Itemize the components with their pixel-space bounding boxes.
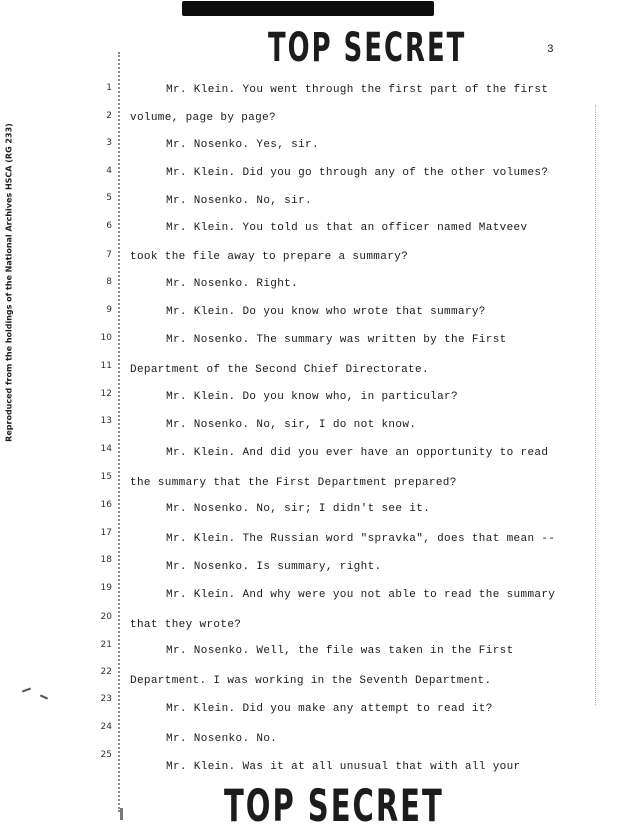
transcript-line: Mr. Klein. And did you ever have an opportunity to read — [166, 447, 549, 459]
transcript-line: Mr. Klein. Do you know who wrote that summary? — [166, 306, 486, 318]
transcript-line: Mr. Klein. You told us that an officer named Matveev — [166, 222, 528, 234]
transcript-line: Mr. Klein. Was it at all unusual that with all your — [166, 761, 521, 773]
line-number: 5 — [106, 193, 112, 203]
transcript-line: Mr. Nosenko. No, sir, I do not know. — [166, 419, 417, 431]
line-number: 22 — [100, 667, 112, 677]
transcript-line: Mr. Nosenko. Right. — [166, 278, 299, 290]
line-number: 16 — [100, 500, 112, 510]
line-number: 25 — [100, 750, 112, 760]
transcript-line: Mr. Nosenko. No. — [166, 733, 278, 745]
page-number: 3 — [547, 44, 554, 56]
transcript-line: volume, page by page? — [130, 112, 276, 124]
line-number: 18 — [100, 555, 112, 565]
line-number: 23 — [100, 694, 112, 704]
line-number: 1 — [106, 83, 112, 93]
transcript-line: the summary that the First Department prepared? — [130, 477, 457, 489]
line-number: 8 — [106, 277, 112, 287]
transcript-line: Department. I was working in the Seventh Department. — [130, 675, 492, 687]
transcript-line: Mr. Nosenko. The summary was written by the First — [166, 334, 507, 346]
transcript-line: Mr. Nosenko. Well, the file was taken in the First — [166, 645, 514, 657]
transcript-line: Department of the Second Chief Directorate. — [130, 364, 429, 376]
transcript-line: Mr. Klein. You went through the first part of the first — [166, 84, 549, 96]
line-number: 15 — [100, 472, 112, 482]
transcript-line: Mr. Nosenko. No, sir; I didn't see it. — [166, 503, 431, 515]
right-margin-rule — [595, 105, 596, 705]
line-number: 2 — [106, 111, 112, 121]
top-secret-stamp-bottom: TOP SECRET — [224, 780, 444, 832]
transcript-line: Mr. Klein. And why were you not able to read the summary — [166, 589, 556, 601]
transcript-line: took the file away to prepare a summary? — [130, 251, 409, 263]
transcript-line: Mr. Klein. Do you know who, in particular? — [166, 391, 458, 403]
line-number: 24 — [100, 722, 112, 732]
transcript-line: that they wrote? — [130, 619, 242, 631]
line-number: 11 — [100, 361, 112, 371]
transcript-line: Mr. Nosenko. Is summary, right. — [166, 561, 382, 573]
line-number: 13 — [100, 416, 112, 426]
transcript-line: Mr. Klein. Did you go through any of the other volumes? — [166, 167, 549, 179]
line-number: 6 — [106, 221, 112, 231]
scan-mark — [120, 808, 123, 820]
line-number: 3 — [106, 138, 112, 148]
line-number: 10 — [100, 333, 112, 343]
line-number: 7 — [106, 250, 112, 260]
line-number: 17 — [100, 528, 112, 538]
scan-mark — [40, 694, 48, 699]
line-number: 14 — [100, 444, 112, 454]
redaction-bar — [182, 1, 434, 16]
top-secret-stamp-top: TOP SECRET — [268, 24, 467, 71]
line-number: 21 — [100, 640, 112, 650]
transcript-line: Mr. Nosenko. Yes, sir. — [166, 139, 319, 151]
line-number: 19 — [100, 583, 112, 593]
archive-side-note: Reproduced from the holdings of the National Archives HSCA (RG 233) — [4, 123, 14, 442]
scan-mark — [22, 688, 31, 693]
transcript-line: Mr. Klein. The Russian word "spravka", does that mean -- — [166, 533, 556, 545]
left-margin-rule — [118, 52, 120, 812]
line-number: 9 — [106, 305, 112, 315]
line-number: 20 — [100, 612, 112, 622]
transcript-line: Mr. Nosenko. No, sir. — [166, 195, 312, 207]
line-number: 4 — [106, 166, 112, 176]
transcript-line: Mr. Klein. Did you make any attempt to read it? — [166, 703, 493, 715]
line-number: 12 — [100, 389, 112, 399]
